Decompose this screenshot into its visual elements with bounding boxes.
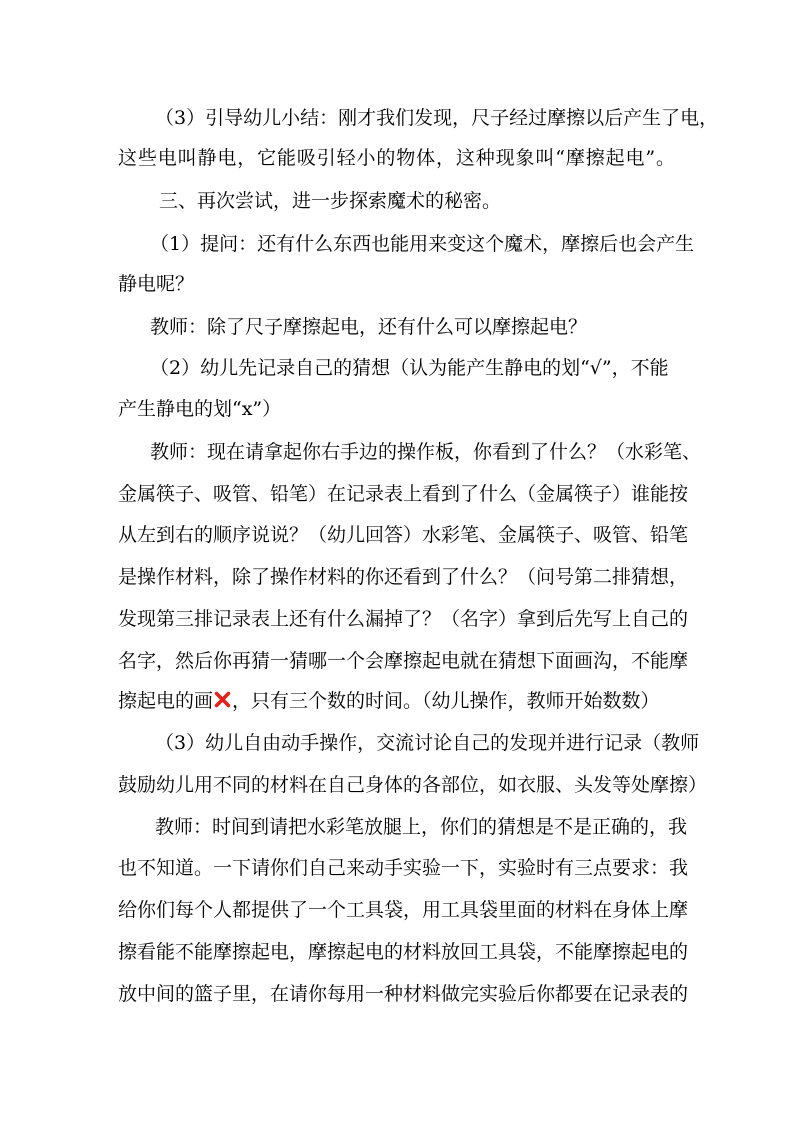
text-line: 给你们每个人都提供了一个工具袋，用工具袋里面的材料在身体上摩 — [118, 899, 689, 921]
text-line: 教师：时间到请把水彩笔放腿上，你们的猜想是不是正确的，我 — [155, 816, 688, 838]
text-line: 名字，然后你再猜一猜哪一个会摩擦起电就在猜想下面画沟，不能摩 — [118, 650, 689, 672]
text-fragment: ，只有三个数的时间。（幼儿操作，教师开始数数） — [232, 690, 660, 712]
text-line: 也不知道。一下请你们自己来动手实验一下，实验时有三点要求：我 — [118, 857, 689, 879]
section-heading: 三、再次尝试，进一步探索魔术的秘密。 — [159, 190, 502, 212]
text-line: 从左到右的顺序说说？（幼儿回答）水彩笔、金属筷子、吸管、铅笔 — [118, 524, 689, 546]
text-line: （3）幼儿自由动手操作，交流讨论自己的发现并进行记录（教师 — [155, 732, 700, 754]
text-line: 这些电叫静电，它能吸引轻小的物体，这种现象叫“摩擦起电”。 — [118, 147, 675, 169]
text-line: 擦看能不能摩擦起电，摩擦起电的材料放回工具袋，不能摩擦起电的 — [118, 941, 689, 963]
text-line: 产生静电的划“x”） — [118, 398, 282, 420]
text-fragment: 擦起电的画 — [118, 690, 214, 712]
text-line: 是操作材料，除了操作材料的你还看到了什么？（问号第二排猜想， — [118, 566, 689, 588]
text-line: （3）引导幼儿小结：刚才我们发现，尺子经过摩擦以后产生了电， — [155, 107, 719, 129]
text-line: （1）提问：还有什么东西也能用来变这个魔术，摩擦后也会产生 — [150, 233, 695, 255]
text-line: 发现第三排记录表上还有什么漏掉了？（名字）拿到后先写上自己的 — [118, 608, 689, 630]
text-line: 教师：现在请拿起你右手边的操作板，你看到了什么？（水彩笔、 — [150, 441, 702, 463]
red-cross-icon — [214, 691, 231, 708]
text-line: 放中间的篮子里，在请你每用一种材料做完实验后你都要在记录表的 — [118, 983, 689, 1005]
text-line: （2）幼儿先记录自己的猜想（认为能产生静电的划“√”，不能 — [150, 357, 669, 379]
text-line: 鼓励幼儿用不同的材料在自己身体的各部位，如衣服、头发等处摩擦） — [118, 774, 708, 796]
text-line: 教师：除了尺子摩擦起电，还有什么可以摩擦起电？ — [150, 316, 588, 338]
text-line: 静电呢？ — [118, 273, 195, 295]
text-line — [118, 689, 793, 713]
text-line: 金属筷子、吸管、铅笔）在记录表上看到了什么（金属筷子）谁能按 — [118, 483, 689, 505]
